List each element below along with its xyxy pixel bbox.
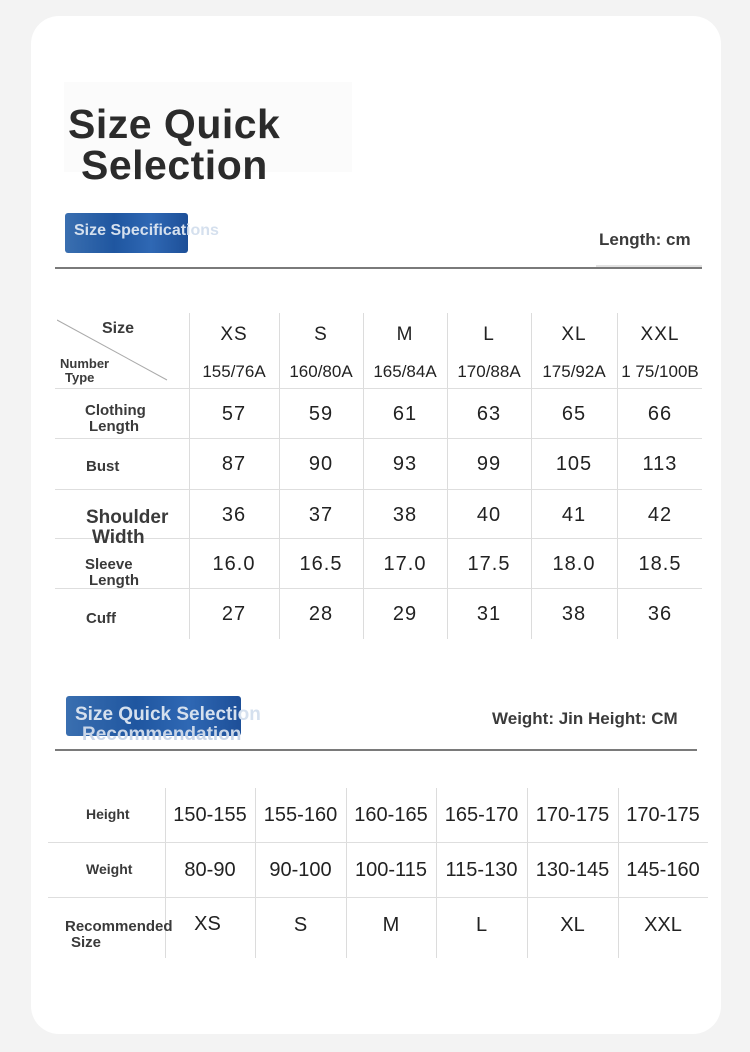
rec-row-label: Recommended bbox=[65, 918, 173, 935]
spec-value-cell: 42 bbox=[647, 503, 673, 526]
row-label: Cuff bbox=[86, 610, 116, 627]
row-label-line-2: Length bbox=[89, 572, 139, 589]
type-header: 155/76A bbox=[202, 362, 266, 381]
rec-value-cell: S bbox=[293, 913, 308, 936]
rec-row-label: Weight bbox=[86, 861, 133, 877]
spec-value-cell: 18.0 bbox=[552, 552, 596, 575]
row-label: Bust bbox=[86, 458, 120, 475]
corner-type-label: Type bbox=[65, 370, 95, 385]
rec-row-divider bbox=[48, 842, 708, 843]
spec-value-cell: 105 bbox=[555, 452, 593, 475]
rec-value-cell: 170-175 bbox=[626, 803, 700, 826]
size-header-l: L bbox=[483, 324, 495, 345]
row-label: Clothing bbox=[85, 402, 146, 419]
rec-value-cell: XL bbox=[560, 913, 585, 936]
rec-value-cell: 165-170 bbox=[444, 803, 519, 826]
spec-value-cell: 38 bbox=[392, 503, 418, 526]
spec-value-cell: 87 bbox=[221, 452, 247, 475]
type-header: 160/80A bbox=[289, 362, 353, 381]
rec-unit-label: Weight: Jin Height: CM bbox=[492, 709, 678, 728]
corner-size-label: Size bbox=[102, 320, 135, 337]
spec-value-cell: 41 bbox=[561, 503, 587, 526]
spec-badge-label: Size Specifications bbox=[74, 222, 219, 239]
rec-value-cell: 170-175 bbox=[535, 803, 610, 826]
spec-value-cell: 93 bbox=[392, 452, 418, 475]
size-header-xxl: XXL bbox=[640, 324, 680, 345]
corner-number-label: Number bbox=[60, 356, 110, 371]
spec-row-divider bbox=[55, 438, 702, 439]
row-label-line-2: Width bbox=[92, 527, 145, 548]
rec-value-cell: 160-165 bbox=[354, 803, 428, 826]
spec-value-cell: 16.5 bbox=[299, 552, 343, 575]
rec-row-label-line-2: Size bbox=[71, 934, 102, 951]
rec-value-cell: XS bbox=[194, 912, 221, 935]
type-header: 170/88A bbox=[457, 362, 521, 381]
rec-value-cell: 130-145 bbox=[535, 858, 610, 881]
spec-value-cell: 61 bbox=[392, 402, 418, 425]
spec-value-cell: 36 bbox=[647, 602, 673, 625]
spec-value-cell: 17.5 bbox=[467, 552, 511, 575]
spec-value-cell: 57 bbox=[221, 402, 247, 425]
rec-value-cell: 150-155 bbox=[173, 803, 247, 826]
spec-value-cell: 40 bbox=[476, 503, 502, 526]
row-label-line-2: Length bbox=[89, 418, 139, 435]
type-header: 175/92A bbox=[542, 362, 606, 381]
spec-value-cell: 63 bbox=[476, 402, 502, 425]
size-header-m: M bbox=[396, 324, 414, 345]
title-line-1: Size Quick bbox=[68, 101, 281, 147]
row-label: Sleeve bbox=[85, 556, 133, 573]
spec-divider bbox=[55, 267, 702, 269]
rec-value-cell: 155-160 bbox=[263, 803, 338, 826]
rec-value-cell: 100-115 bbox=[355, 858, 427, 881]
spec-value-cell: 36 bbox=[221, 503, 247, 526]
spec-unit-label: Length: cm bbox=[599, 230, 691, 249]
rec-row-divider bbox=[48, 897, 708, 898]
type-header: 165/84A bbox=[373, 362, 437, 381]
spec-value-cell: 28 bbox=[308, 602, 334, 625]
row-label: Shoulder bbox=[86, 507, 169, 528]
rec-badge-label-1: Size Quick Selection bbox=[75, 704, 261, 725]
rec-divider bbox=[55, 749, 697, 751]
spec-row-divider bbox=[55, 388, 702, 389]
spec-value-cell: 18.5 bbox=[638, 552, 682, 575]
title-line-2: Selection bbox=[81, 142, 268, 188]
spec-value-cell: 90 bbox=[308, 452, 334, 475]
rec-value-cell: XXL bbox=[644, 913, 682, 936]
spec-value-cell: 31 bbox=[476, 602, 502, 625]
size-header-xl: XL bbox=[561, 324, 587, 345]
rec-value-cell: 115-130 bbox=[445, 858, 518, 881]
rec-value-cell: M bbox=[382, 913, 400, 936]
size-header-xs: XS bbox=[220, 324, 248, 345]
rec-value-cell: 80-90 bbox=[184, 858, 236, 881]
spec-value-cell: 59 bbox=[308, 402, 334, 425]
rec-value-cell: 145-160 bbox=[626, 858, 700, 881]
spec-value-cell: 66 bbox=[647, 402, 673, 425]
rec-value-cell: L bbox=[475, 913, 488, 936]
spec-value-cell: 37 bbox=[308, 503, 334, 526]
spec-value-cell: 16.0 bbox=[212, 552, 256, 575]
page-title bbox=[68, 101, 281, 188]
rec-badge-label-2: Recommendation bbox=[82, 724, 242, 745]
rec-row-label: Height bbox=[86, 806, 130, 822]
spec-row-divider bbox=[55, 588, 702, 589]
spec-value-cell: 113 bbox=[642, 452, 678, 475]
spec-value-cell: 38 bbox=[561, 602, 587, 625]
spec-value-cell: 17.0 bbox=[383, 552, 427, 575]
spec-value-cell: 29 bbox=[392, 602, 418, 625]
rec-value-cell: 90-100 bbox=[269, 858, 332, 881]
spec-value-cell: 99 bbox=[476, 452, 502, 475]
spec-row-divider bbox=[55, 489, 702, 490]
spec-value-cell: 65 bbox=[561, 402, 587, 425]
size-header-s: S bbox=[314, 324, 328, 345]
type-header: 1 75/100B bbox=[621, 362, 699, 381]
spec-value-cell: 27 bbox=[221, 602, 247, 625]
